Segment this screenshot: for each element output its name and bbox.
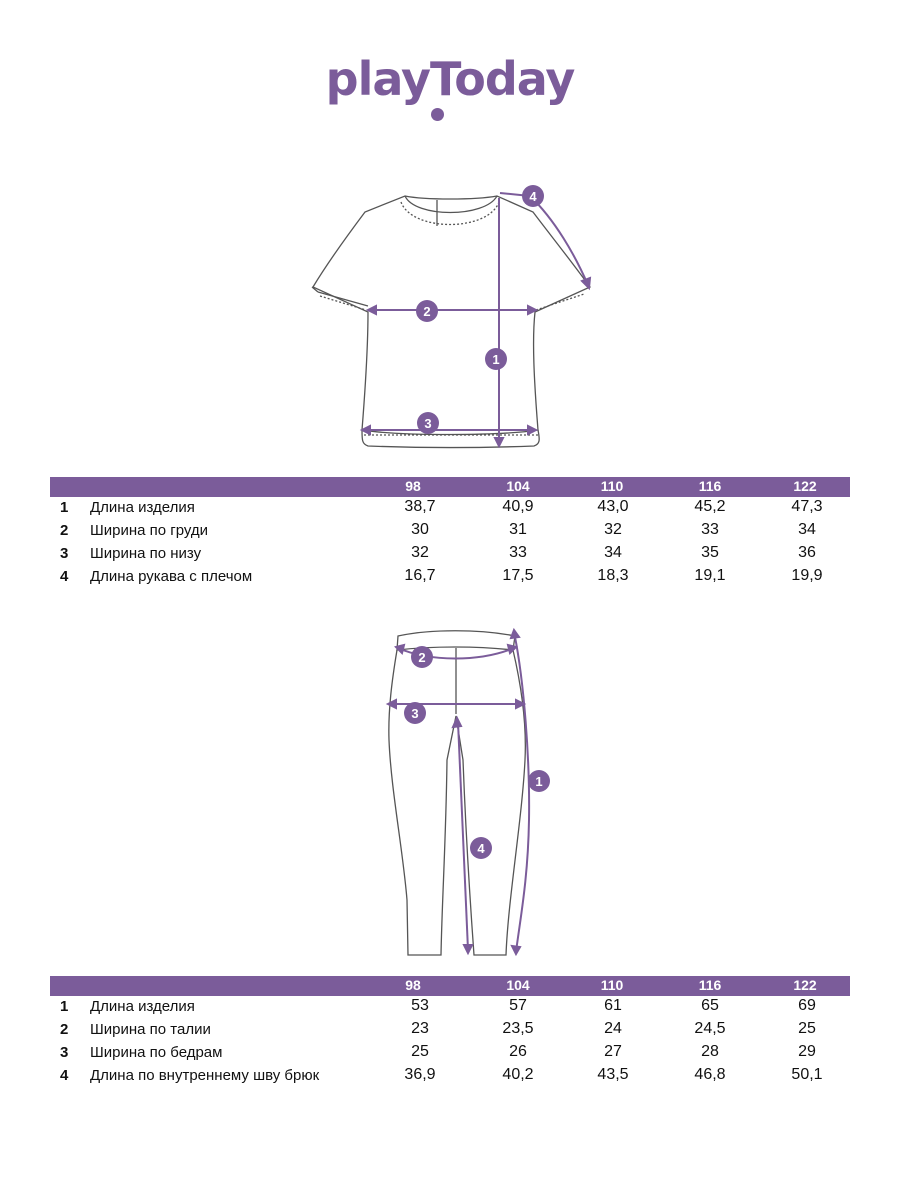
cell-value: 43,0 bbox=[597, 498, 629, 515]
pants-marker-1 bbox=[528, 770, 550, 792]
cell-value: 16,7 bbox=[404, 567, 436, 584]
cell-value: 29 bbox=[798, 1043, 816, 1060]
row-label: Ширина по талии bbox=[90, 1021, 211, 1038]
size-header: 116 bbox=[698, 977, 722, 993]
cell-value: 38,7 bbox=[404, 498, 436, 515]
cell-value: 27 bbox=[604, 1043, 622, 1060]
cell-value: 53 bbox=[411, 997, 429, 1014]
table-header bbox=[50, 477, 850, 497]
cell-value: 35 bbox=[701, 544, 719, 561]
cell-value: 61 bbox=[604, 997, 622, 1014]
cell-value: 65 bbox=[701, 997, 719, 1014]
row-label: Длина рукава с плечом bbox=[90, 568, 253, 585]
cell-value: 50,1 bbox=[791, 1066, 823, 1083]
table-row bbox=[50, 497, 850, 520]
tshirt-marker-4 bbox=[522, 185, 544, 207]
cell-value: 47,3 bbox=[791, 498, 823, 515]
cell-value: 36,9 bbox=[404, 1066, 436, 1083]
cell-value: 23,5 bbox=[502, 1020, 534, 1037]
cell-value: 69 bbox=[798, 997, 816, 1014]
cell-value: 18,3 bbox=[597, 567, 629, 584]
row-label: Ширина по бедрам bbox=[90, 1044, 223, 1061]
tshirt-marker-1-label: 1 bbox=[492, 352, 500, 367]
row-number: 1 bbox=[60, 998, 69, 1015]
row-number: 3 bbox=[60, 1044, 69, 1061]
pants-marker-3-label: 3 bbox=[411, 706, 419, 721]
size-header: 122 bbox=[793, 977, 817, 993]
cell-value: 17,5 bbox=[502, 567, 534, 584]
brand-logo: playToday bbox=[325, 52, 575, 106]
cell-value: 57 bbox=[509, 997, 527, 1014]
pants-diagram bbox=[0, 620, 900, 965]
cell-value: 19,9 bbox=[791, 567, 823, 584]
row-number: 3 bbox=[60, 545, 69, 562]
cell-value: 43,5 bbox=[597, 1066, 629, 1083]
row-label: Длина изделия bbox=[90, 998, 195, 1015]
table-row bbox=[50, 1065, 850, 1088]
table-row bbox=[50, 996, 850, 1019]
pants-marker-3 bbox=[404, 702, 426, 724]
tshirt-size-table bbox=[50, 477, 850, 589]
cell-value: 40,2 bbox=[502, 1066, 534, 1083]
cell-value: 33 bbox=[701, 521, 719, 538]
pants-outline bbox=[389, 631, 526, 955]
logo-dot bbox=[431, 108, 444, 121]
size-header: 122 bbox=[793, 478, 817, 494]
tshirt-marker-4-label: 4 bbox=[529, 189, 537, 204]
size-header: 110 bbox=[600, 478, 624, 494]
tshirt-marker-3-label: 3 bbox=[424, 416, 432, 431]
cell-value: 30 bbox=[411, 521, 429, 538]
size-header: 98 bbox=[405, 977, 421, 993]
table-row bbox=[50, 1019, 850, 1042]
row-number: 1 bbox=[60, 499, 69, 516]
pants-marker-2 bbox=[411, 646, 433, 668]
cell-value: 24 bbox=[604, 1020, 622, 1037]
pants-marker-4-label: 4 bbox=[477, 841, 485, 856]
cell-value: 19,1 bbox=[694, 567, 726, 584]
table-row bbox=[50, 566, 850, 589]
table-row bbox=[50, 1042, 850, 1065]
cell-value: 32 bbox=[604, 521, 622, 538]
size-header: 110 bbox=[600, 977, 624, 993]
cell-value: 28 bbox=[701, 1043, 719, 1060]
size-header: 98 bbox=[405, 478, 421, 494]
tshirt-marker-3 bbox=[417, 412, 439, 434]
table-row bbox=[50, 543, 850, 566]
size-header: 104 bbox=[506, 977, 530, 993]
cell-value: 26 bbox=[509, 1043, 527, 1060]
size-header: 116 bbox=[698, 478, 722, 494]
cell-value: 33 bbox=[509, 544, 527, 561]
cell-value: 24,5 bbox=[694, 1020, 726, 1037]
pants-size-table bbox=[50, 976, 850, 1088]
row-number: 4 bbox=[60, 568, 69, 585]
cell-value: 36 bbox=[798, 544, 816, 561]
cell-value: 34 bbox=[798, 521, 816, 538]
row-label: Длина изделия bbox=[90, 499, 195, 516]
row-label: Ширина по низу bbox=[90, 545, 202, 562]
cell-value: 25 bbox=[411, 1043, 429, 1060]
cell-value: 23 bbox=[411, 1020, 429, 1037]
tshirt-marker-2-label: 2 bbox=[423, 304, 431, 319]
pants-marker-2-label: 2 bbox=[418, 650, 426, 665]
tshirt-marker-2 bbox=[416, 300, 438, 322]
table-header bbox=[50, 976, 850, 996]
pants-marker-1-label: 1 bbox=[535, 774, 543, 789]
cell-value: 45,2 bbox=[694, 498, 726, 515]
tshirt-marker-1 bbox=[485, 348, 507, 370]
cell-value: 40,9 bbox=[502, 498, 534, 515]
cell-value: 25 bbox=[798, 1020, 816, 1037]
row-label: Длина по внутреннему шву брюк bbox=[90, 1067, 320, 1084]
cell-value: 31 bbox=[509, 521, 527, 538]
row-number: 2 bbox=[60, 1021, 69, 1038]
row-label: Ширина по груди bbox=[90, 522, 209, 539]
pants-marker-4 bbox=[470, 837, 492, 859]
size-header: 104 bbox=[506, 478, 530, 494]
row-number: 2 bbox=[60, 522, 69, 539]
cell-value: 32 bbox=[411, 544, 429, 561]
tshirt-diagram bbox=[0, 180, 900, 460]
pants-measure-lines bbox=[388, 630, 529, 954]
row-number: 4 bbox=[60, 1067, 69, 1084]
table-row bbox=[50, 520, 850, 543]
cell-value: 34 bbox=[604, 544, 622, 561]
tshirt-outline bbox=[312, 196, 590, 448]
tshirt-measure-lines bbox=[362, 193, 590, 446]
cell-value: 46,8 bbox=[694, 1066, 726, 1083]
